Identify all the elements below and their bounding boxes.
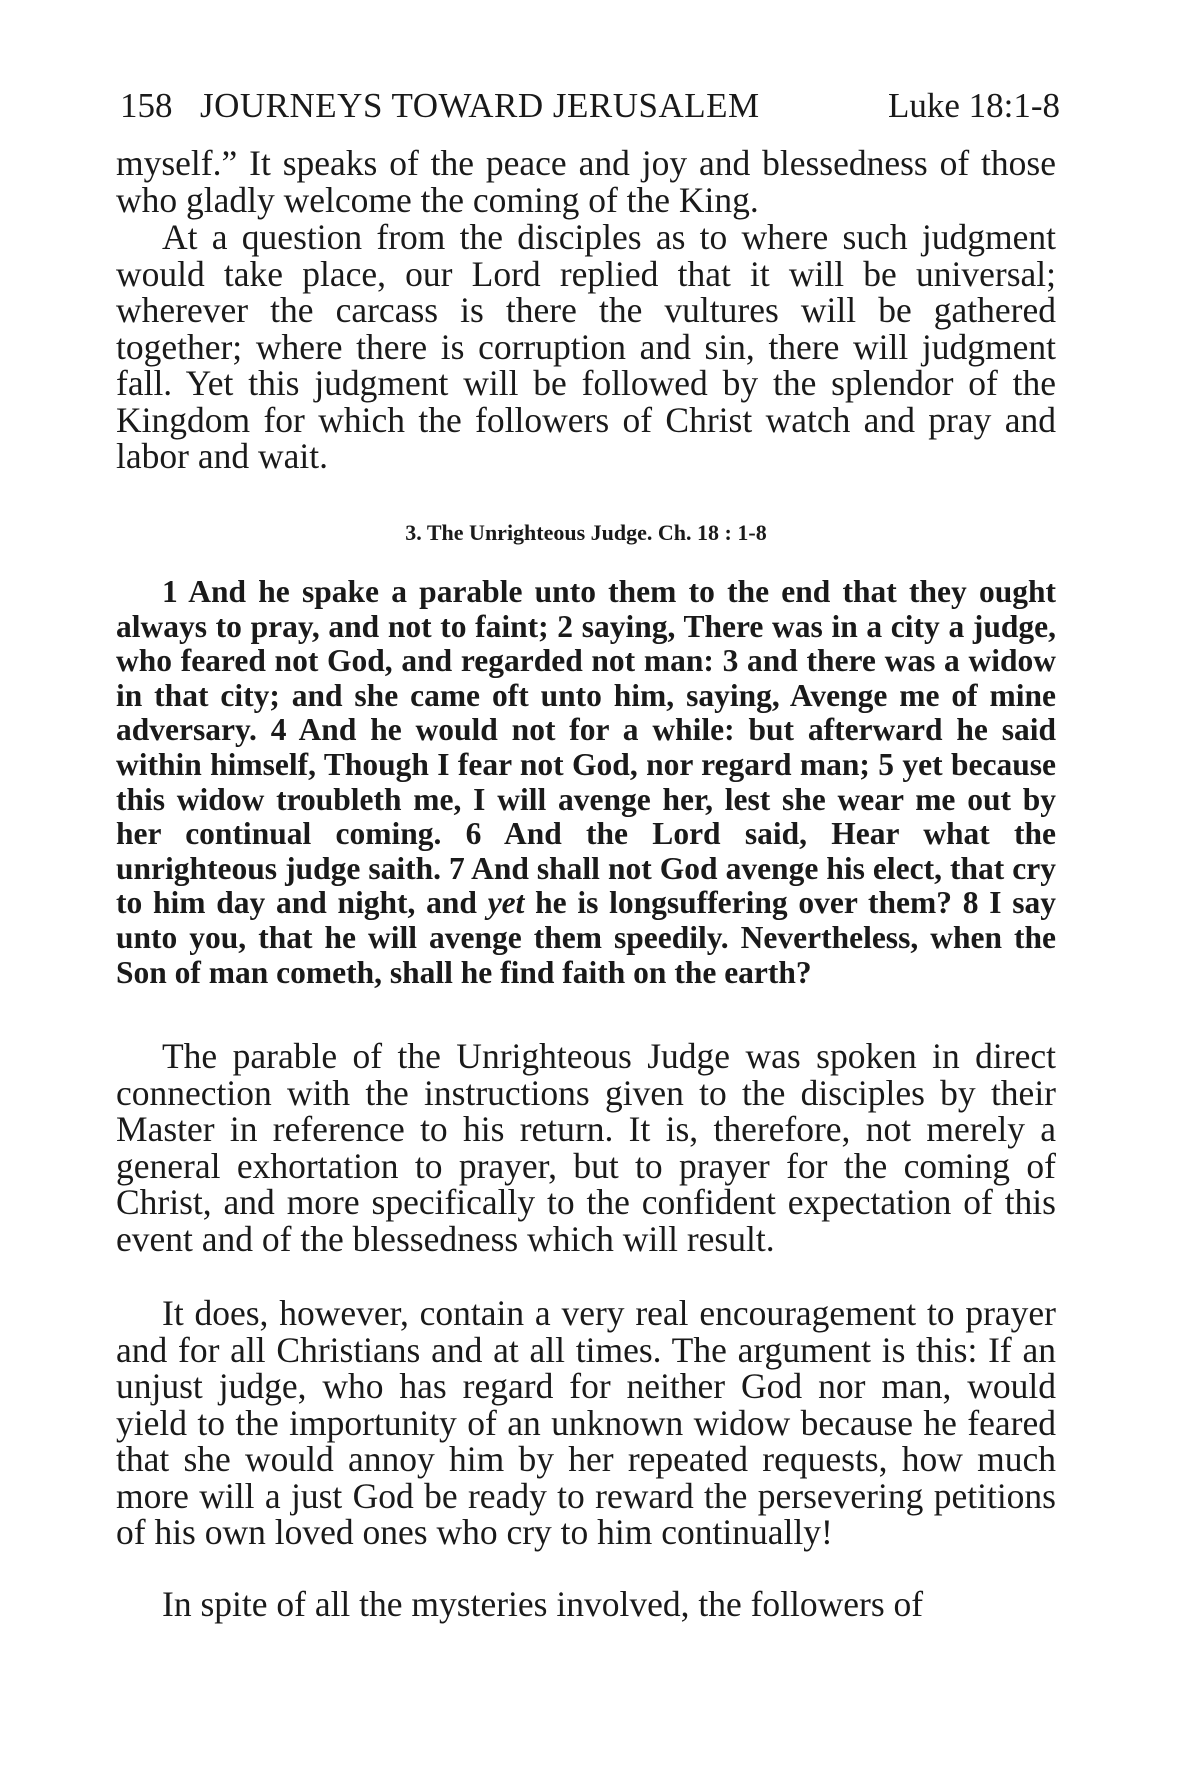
scripture-text: 1 And he spake a parable unto them to the end that they ought always to pray, and not to faint; 2 saying, There was in a city a judge, who feared not God, and regarded not man: 3 and there was a widow in that city; and she came oft unto him, saying, Avenge me of mine adversary. 4 And he would not for a while: but afterward he said within himself, Though I fear not God, nor regard man; 5 yet because this widow troubleth me, I will avenge her, lest she wear me out by her continual coming. 6 And the Lord said, Hear what the unrighteous judge saith. 7 And shall not God avenge his elect, that cry to him day and night, and	[116, 574, 1056, 921]
paragraph-judgment: At a question from the disciples as to where such judgment would take place, our Lord replied that it will be universal; wherever the carcass is there the vultures will be gathered together; where there is corruption and sin, there will judgment fall. Yet this judgment will be followed by the splendor of the Kingdom for which the followers of Christ watch and pray and labor and wait.	[116, 217, 1056, 476]
section-heading: 3. The Unrighteous Judge. Ch. 18 : 1-8	[405, 520, 767, 545]
paragraph-continuation: myself.” It speaks of the peace and joy and blessedness of those who gladly welcome the coming of the King.	[116, 143, 1056, 220]
scripture-text-end: he is longsuffering over them? 8 I say unto you, that he will avenge them speedily. Nevertheless, when the Son of man cometh, shall he find faith on the earth?	[116, 885, 1057, 990]
paragraph-parable: The parable of the Unrighteous Judge was spoken in direct connection with the instructions given to the disciples by their Master in reference to his return. It is, therefore, not merely a general exhortation to prayer, but to prayer for the coming of Christ, and more specifically to the confident expectation of this event and of the blessedness which will result.	[116, 1036, 1056, 1259]
scripture-italic-word: yet	[487, 885, 525, 921]
paragraph-encouragement: It does, however, contain a very real encouragement to prayer and for all Christians and at all times. The argument is this: If an unjust judge, who has regard for neither God nor man, would yield to the importunity of an unknown widow because he feared that she would annoy him by her repeated requests, how much more will a just God be ready to reward the persevering petitions of his own loved ones who cry to him continually!	[116, 1293, 1056, 1552]
chapter-reference: Luke 18:1-8	[887, 86, 1060, 125]
running-title: JOURNEYS TOWARD JERUSALEM	[200, 86, 760, 125]
scripture-passage	[116, 575, 1056, 990]
page-number: 158	[120, 86, 173, 125]
paragraph-final: In spite of all the mysteries involved, the followers of	[162, 1584, 924, 1624]
page-header	[120, 82, 1060, 130]
